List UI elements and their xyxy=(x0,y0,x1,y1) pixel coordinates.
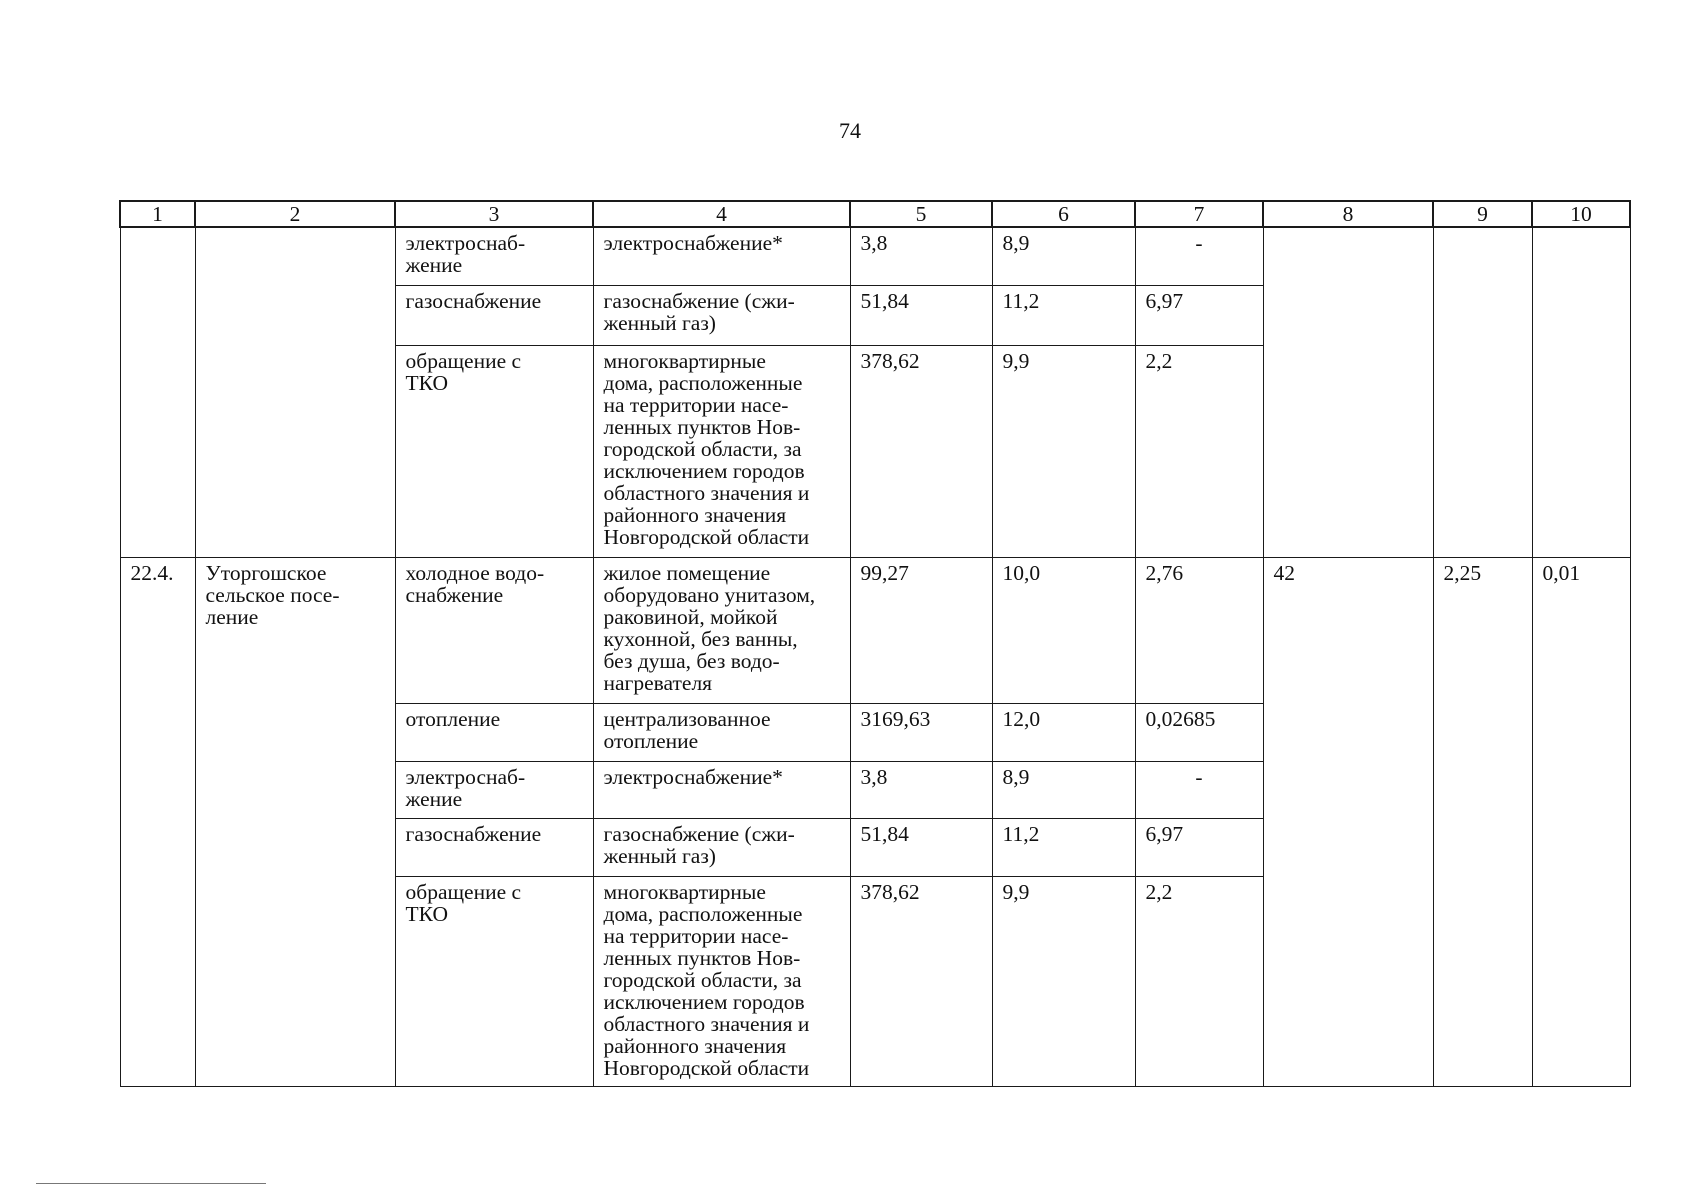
value-cell-5: 99,27 xyxy=(850,557,992,703)
value-cell-10: 0,01 xyxy=(1532,557,1630,1086)
description-cell: газоснабжение (сжи- женный газ) xyxy=(593,285,850,345)
value-cell-5: 3169,63 xyxy=(850,703,992,761)
service-cell: электроснаб- жение xyxy=(395,227,593,285)
value-cell-7: 6,97 xyxy=(1135,285,1263,345)
service-cell: газоснабжение xyxy=(395,818,593,876)
column-header: 10 xyxy=(1532,201,1630,227)
column-header: 6 xyxy=(992,201,1135,227)
column-header: 2 xyxy=(195,201,395,227)
value-cell-5: 51,84 xyxy=(850,285,992,345)
value-cell-6: 8,9 xyxy=(992,227,1135,285)
service-cell: электроснаб- жение xyxy=(395,761,593,818)
description-cell: электроснабжение* xyxy=(593,761,850,818)
table-row xyxy=(120,557,1630,703)
service-cell: холодное водо- снабжение xyxy=(395,557,593,703)
table-row xyxy=(120,227,1630,285)
value-cell-6: 10,0 xyxy=(992,557,1135,703)
description-cell: электроснабжение* xyxy=(593,227,850,285)
value-cell-6: 12,0 xyxy=(992,703,1135,761)
column-header: 5 xyxy=(850,201,992,227)
value-cell-9: 2,25 xyxy=(1433,557,1532,1086)
value-cell-6: 9,9 xyxy=(992,876,1135,1086)
column-header: 9 xyxy=(1433,201,1532,227)
description-cell: многоквартирные дома, расположенные на территории насе- ленных пунктов Нов- городской области, за исключением городов областного значения и районного значения Новгородской области xyxy=(593,876,850,1086)
value-cell-7: - xyxy=(1135,227,1263,285)
value-cell-6: 11,2 xyxy=(992,285,1135,345)
service-cell: обращение с ТКО xyxy=(395,345,593,557)
service-cell: обращение с ТКО xyxy=(395,876,593,1086)
value-cell-8 xyxy=(1263,227,1433,557)
settlement-name-cell xyxy=(195,227,395,557)
column-header: 8 xyxy=(1263,201,1433,227)
value-cell-7: - xyxy=(1135,761,1263,818)
description-cell: централизованное отопление xyxy=(593,703,850,761)
column-header: 3 xyxy=(395,201,593,227)
tariff-table xyxy=(119,200,1631,1087)
value-cell-5: 3,8 xyxy=(850,761,992,818)
value-cell-5: 3,8 xyxy=(850,227,992,285)
settlement-number-cell xyxy=(120,227,195,557)
footnote-divider xyxy=(36,1183,266,1184)
column-header: 7 xyxy=(1135,201,1263,227)
value-cell-5: 378,62 xyxy=(850,876,992,1086)
column-header: 1 xyxy=(120,201,195,227)
value-cell-6: 11,2 xyxy=(992,818,1135,876)
value-cell-6: 9,9 xyxy=(992,345,1135,557)
value-cell-5: 378,62 xyxy=(850,345,992,557)
settlement-number-cell: 22.4. xyxy=(120,557,195,1086)
service-cell: газоснабжение xyxy=(395,285,593,345)
service-cell: отопление xyxy=(395,703,593,761)
value-cell-5: 51,84 xyxy=(850,818,992,876)
column-number-header-row xyxy=(120,201,1630,227)
description-cell: жилое помещение оборудовано унитазом, раковиной, мойкой кухонной, без ванны, без душа, без водо- нагревателя xyxy=(593,557,850,703)
description-cell: многоквартирные дома, расположенные на территории насе- ленных пунктов Нов- городской области, за исключением городов областного значения и районного значения Новгородской области xyxy=(593,345,850,557)
page-number: 74 xyxy=(839,118,861,143)
value-cell-7: 0,02685 xyxy=(1135,703,1263,761)
value-cell-7: 2,76 xyxy=(1135,557,1263,703)
value-cell-6: 8,9 xyxy=(992,761,1135,818)
value-cell-7: 2,2 xyxy=(1135,876,1263,1086)
column-header: 4 xyxy=(593,201,850,227)
description-cell: газоснабжение (сжи- женный газ) xyxy=(593,818,850,876)
value-cell-7: 6,97 xyxy=(1135,818,1263,876)
value-cell-8: 42 xyxy=(1263,557,1433,1086)
value-cell-9 xyxy=(1433,227,1532,557)
value-cell-10 xyxy=(1532,227,1630,557)
value-cell-7: 2,2 xyxy=(1135,345,1263,557)
settlement-name-cell: Уторгошское сельское посе- ление xyxy=(195,557,395,1086)
